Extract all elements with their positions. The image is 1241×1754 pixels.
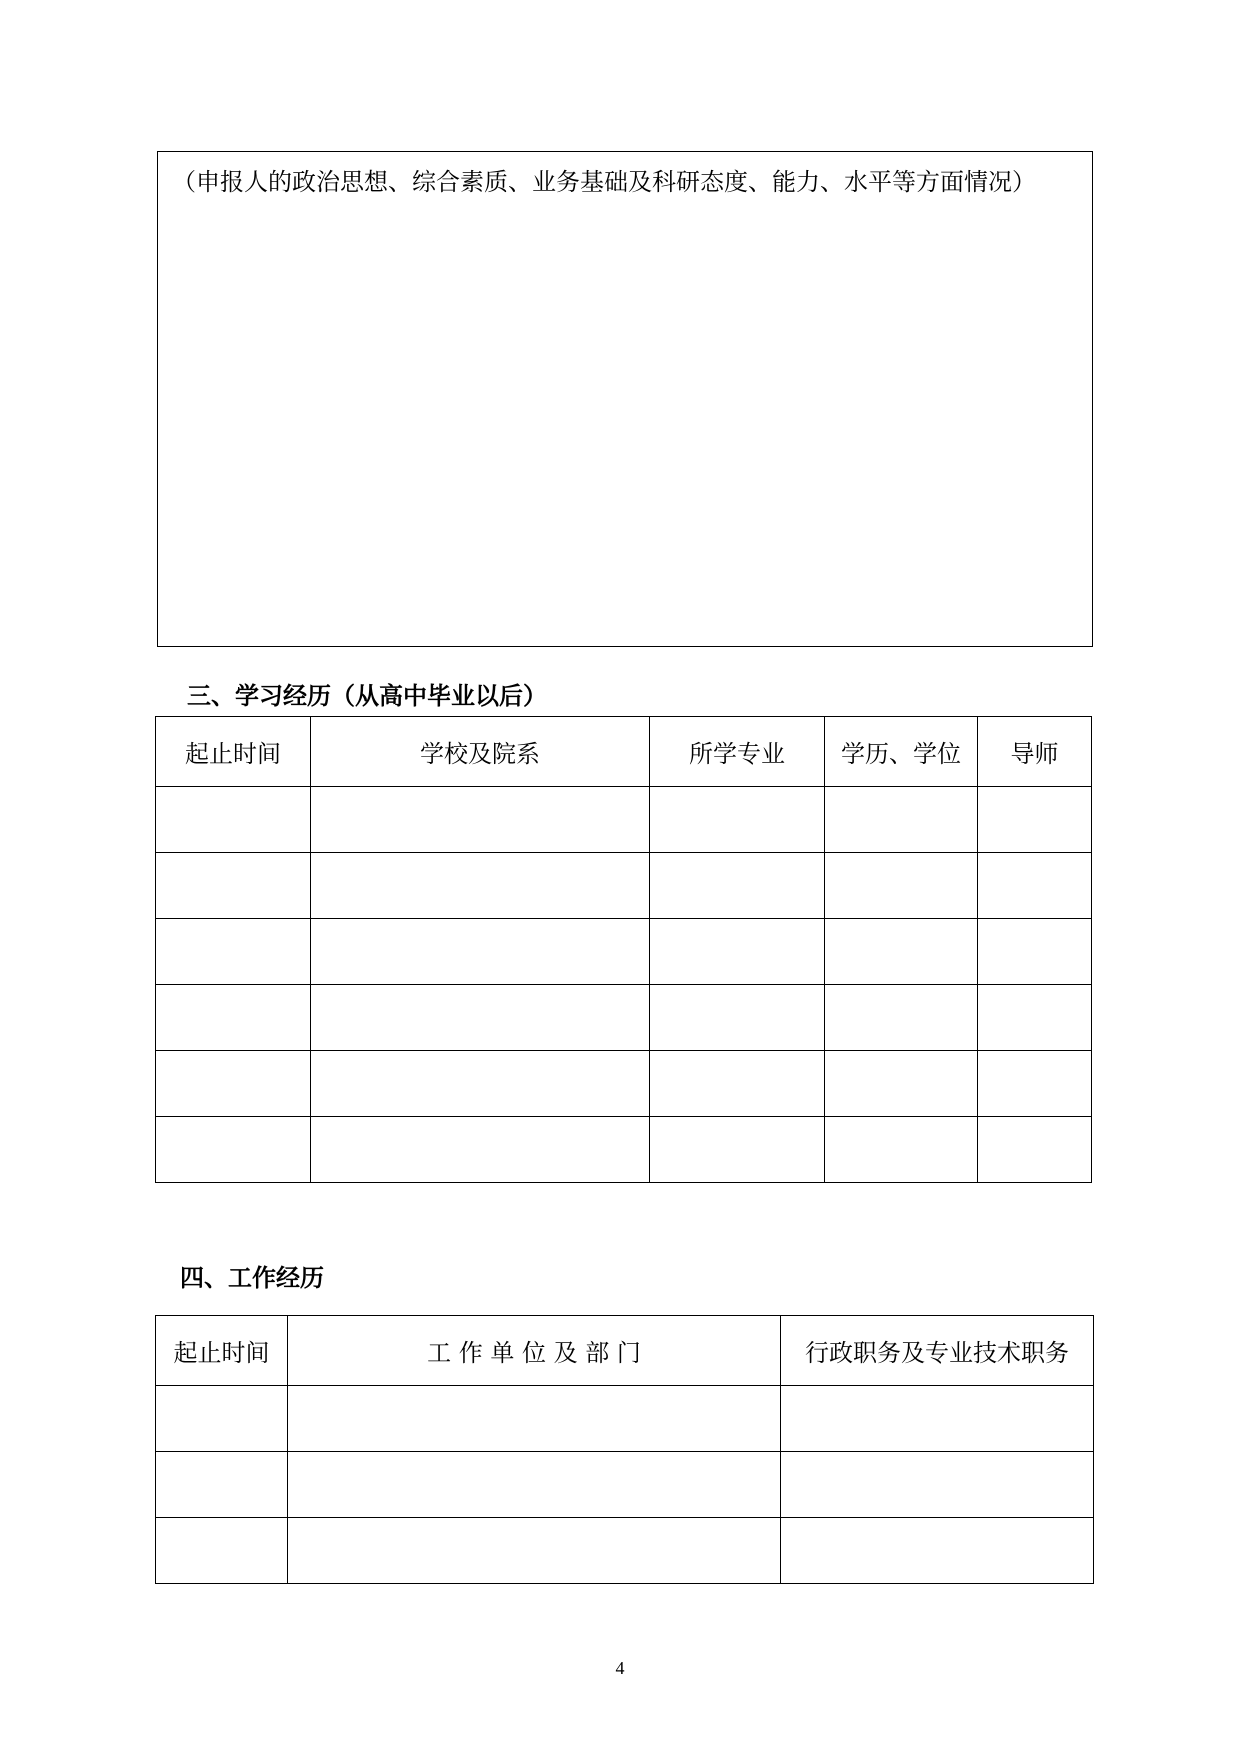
table-cell (311, 1051, 650, 1117)
table-row (156, 787, 1092, 853)
study-history-heading: 三、学习经历（从高中毕业以后） (187, 682, 547, 710)
work-history-table (155, 1315, 1094, 1584)
page-number: 4 (615, 1658, 625, 1678)
column-header-period: 起止时间 (156, 717, 311, 787)
table-row (156, 1051, 1092, 1117)
column-header-school: 学校及院系 (311, 717, 650, 787)
column-header-employer: 工 作 单 位 及 部 门 (288, 1316, 781, 1386)
table-cell (311, 919, 650, 985)
table-row (156, 1518, 1094, 1584)
column-header-position: 行政职务及专业技术职务 (781, 1316, 1094, 1386)
table-row (156, 1117, 1092, 1183)
table-cell (288, 1386, 781, 1452)
table-cell (156, 1051, 311, 1117)
study-history-table (155, 716, 1092, 1183)
self-assessment-box (157, 151, 1093, 647)
table-cell (781, 1452, 1094, 1518)
table-cell (650, 787, 825, 853)
self-assessment-hint: （申报人的政治思想、综合素质、业务基础及科研态度、能力、水平等方面情况） (172, 168, 1036, 196)
column-header-degree: 学历、学位 (825, 717, 978, 787)
table-cell (311, 1117, 650, 1183)
table-row (156, 1386, 1094, 1452)
table-cell (978, 787, 1092, 853)
table-row (156, 985, 1092, 1051)
table-cell (650, 853, 825, 919)
column-header-period: 起止时间 (156, 1316, 288, 1386)
table-row (156, 853, 1092, 919)
table-cell (825, 1051, 978, 1117)
table-row (156, 1452, 1094, 1518)
table-cell (156, 919, 311, 985)
table-cell (156, 1518, 288, 1584)
table-cell (825, 1117, 978, 1183)
table-cell (156, 787, 311, 853)
table-cell (156, 853, 311, 919)
table-header-row (156, 1316, 1094, 1386)
table-cell (978, 1117, 1092, 1183)
work-history-heading: 四、工作经历 (180, 1264, 324, 1292)
table-cell (825, 787, 978, 853)
table-cell (650, 985, 825, 1051)
table-header-row (156, 717, 1092, 787)
table-cell (781, 1518, 1094, 1584)
table-cell (311, 853, 650, 919)
table-cell (825, 985, 978, 1051)
table-cell (978, 985, 1092, 1051)
table-row (156, 919, 1092, 985)
column-header-advisor: 导师 (978, 717, 1092, 787)
table-cell (288, 1518, 781, 1584)
table-cell (650, 919, 825, 985)
table-cell (825, 919, 978, 985)
table-cell (781, 1386, 1094, 1452)
table-cell (311, 985, 650, 1051)
table-cell (311, 787, 650, 853)
table-cell (825, 853, 978, 919)
table-cell (650, 1117, 825, 1183)
table-cell (978, 919, 1092, 985)
table-cell (650, 1051, 825, 1117)
table-cell (156, 1117, 311, 1183)
table-cell (156, 985, 311, 1051)
column-header-major: 所学专业 (650, 717, 825, 787)
table-cell (156, 1386, 288, 1452)
table-cell (978, 1051, 1092, 1117)
table-cell (978, 853, 1092, 919)
table-cell (156, 1452, 288, 1518)
table-cell (288, 1452, 781, 1518)
